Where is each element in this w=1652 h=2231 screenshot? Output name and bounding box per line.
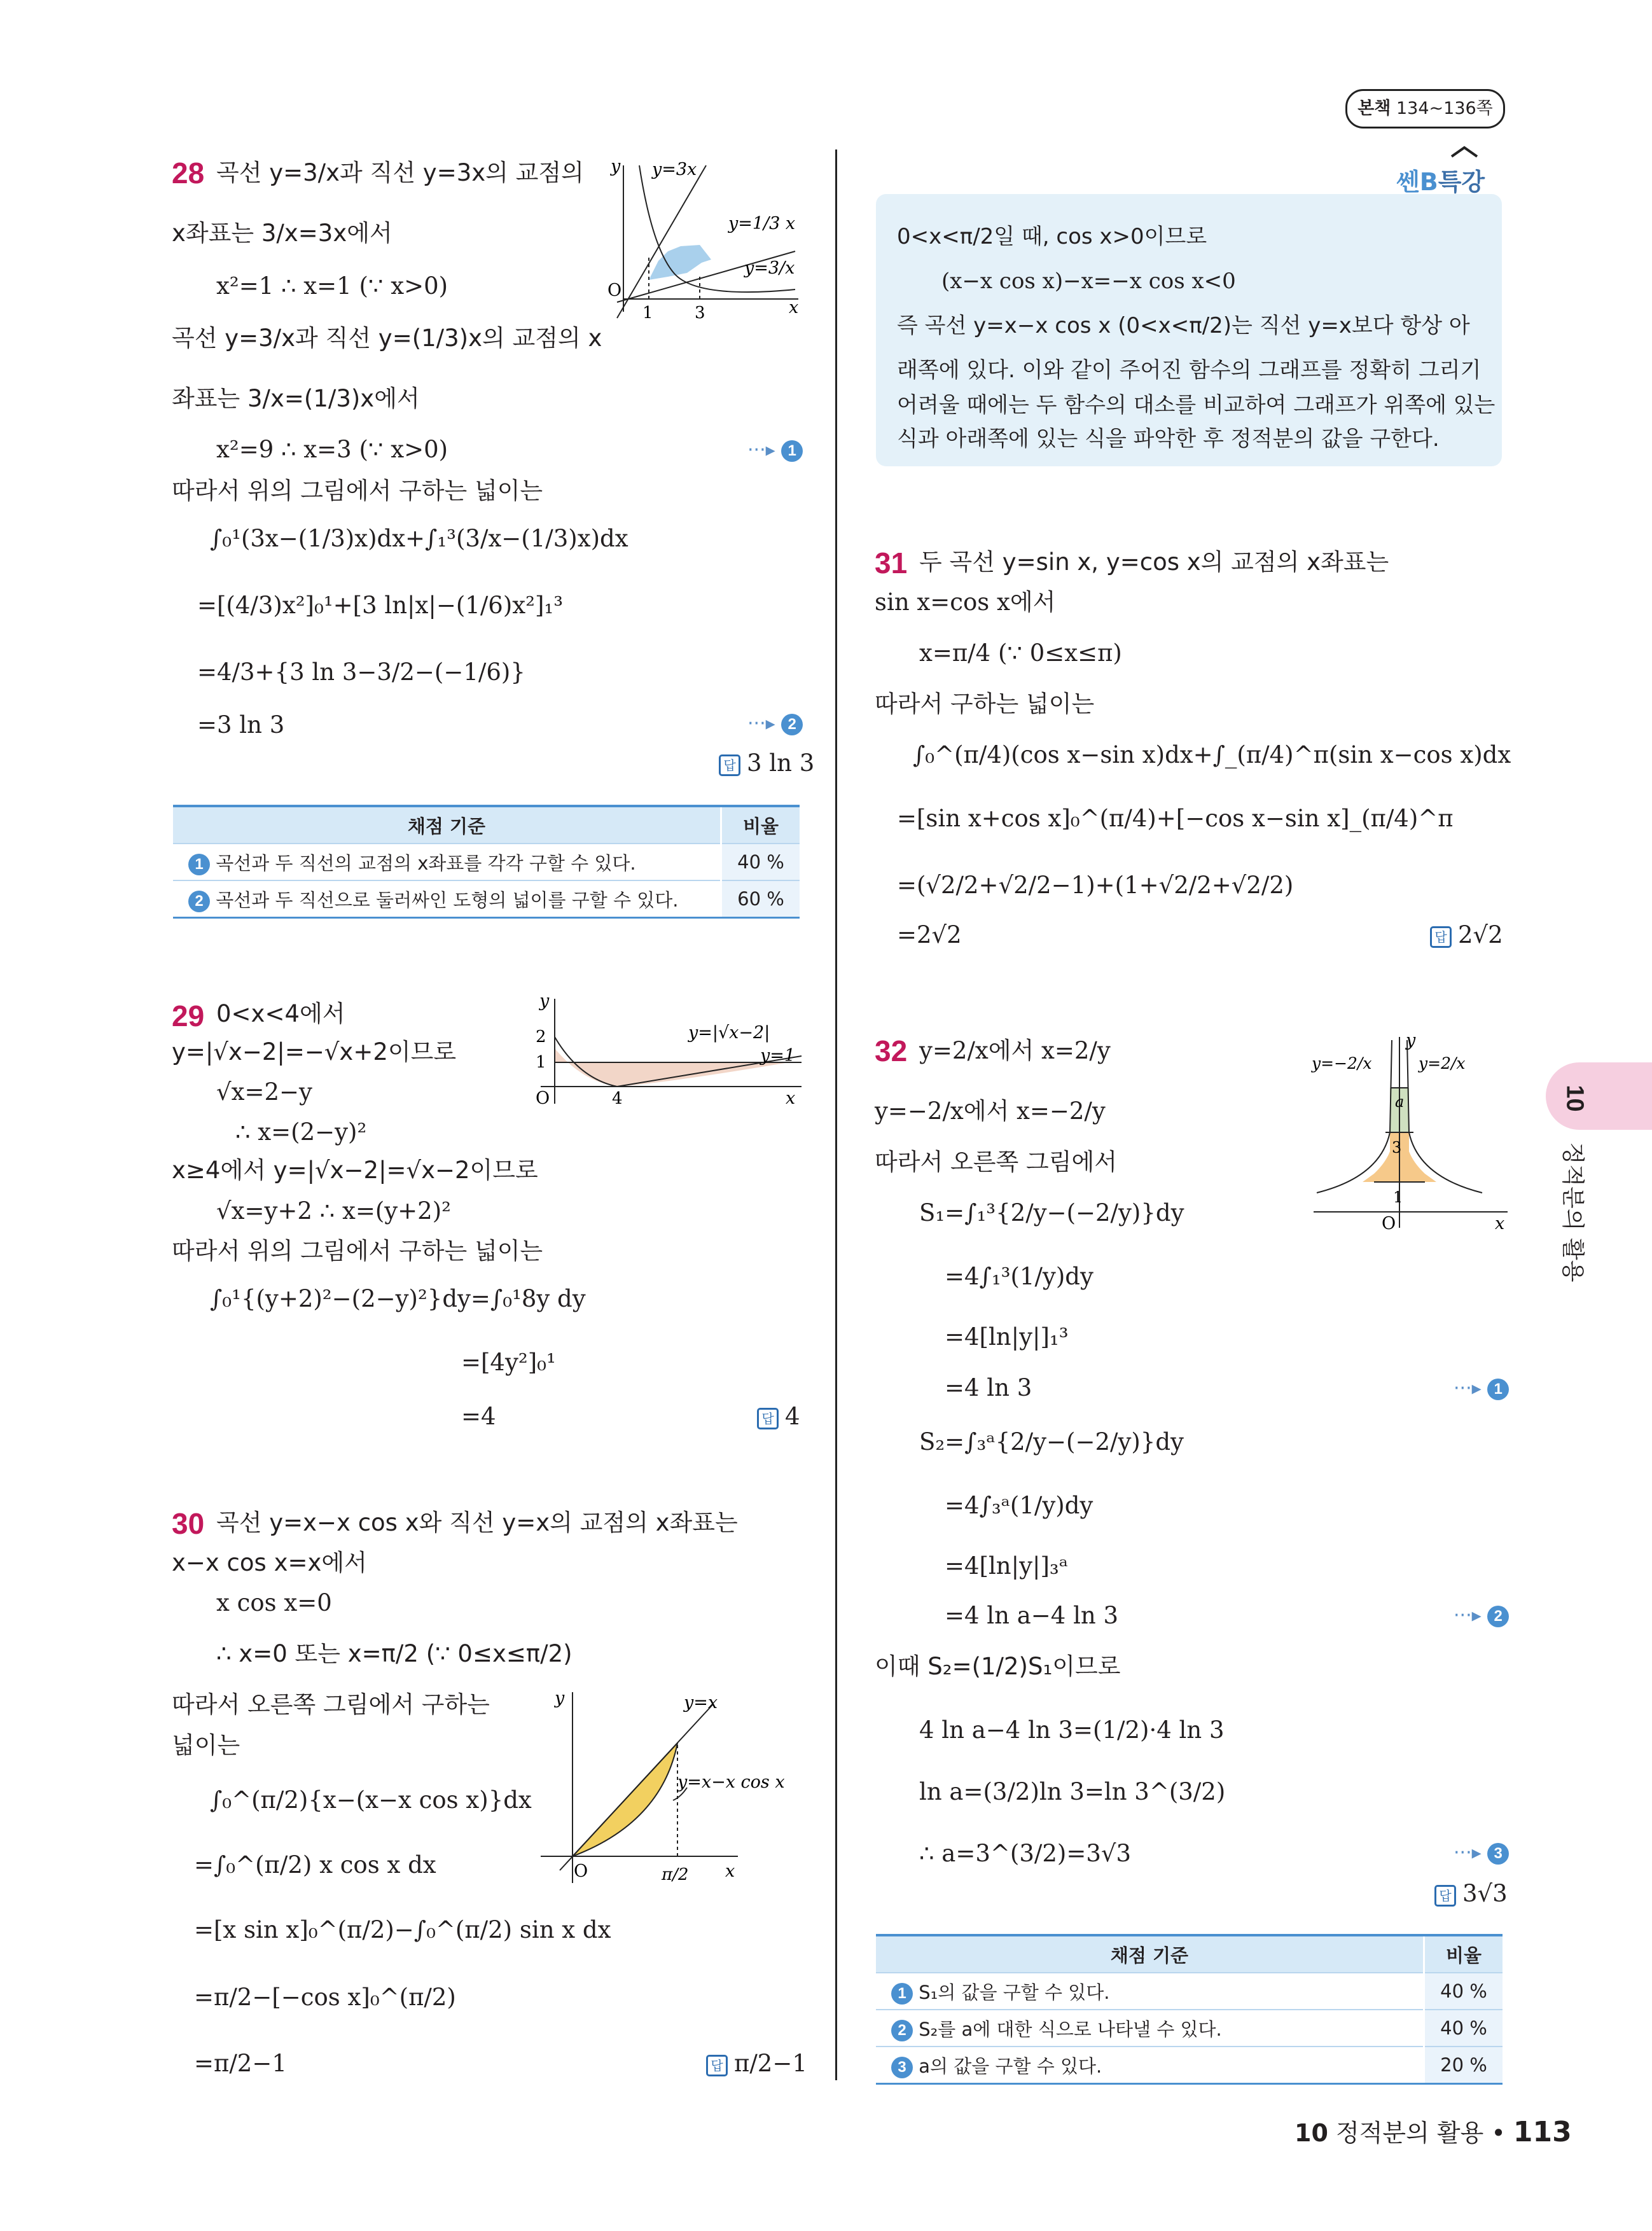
answer-icon: 답 <box>719 754 740 776</box>
p30-line: 따라서 오른쪽 그림에서 구하는 <box>172 1691 490 1718</box>
answer-32: 답 3√3 <box>1434 1880 1508 1907</box>
p30-line: =π/2−1 <box>194 2050 287 2077</box>
graph-30 <box>534 1686 808 1896</box>
p30-line: =[x sin x]₀^(π/2)−∫₀^(π/2) sin x dx <box>194 1916 611 1943</box>
page-range-badge <box>1345 89 1505 129</box>
p32-line: =4[ln|y|]₃ᵃ <box>945 1552 1069 1580</box>
step-3-icon: 3 <box>891 2057 913 2078</box>
tip-line: 식과 아래쪽에 있는 식을 파악한 후 정적분의 값을 구한다. <box>897 426 1440 452</box>
table-row: 1 곡선과 두 직선의 교점의 x좌표를 각각 구할 수 있다. 40 % <box>173 844 800 880</box>
step-1-icon: 1 <box>781 440 803 462</box>
step-marker-1: ···▸ 1 <box>1454 1377 1509 1400</box>
page-footer <box>1295 2113 1572 2148</box>
tip-line: 어려울 때에는 두 함수의 대소를 비교하여 그래프가 위쪽에 있는 <box>897 393 1496 418</box>
step-marker-2: ···▸ 2 <box>1454 1604 1509 1627</box>
book-label: 본책 <box>1357 99 1391 118</box>
step-2-icon: 2 <box>781 714 803 735</box>
label-yx: y=x <box>684 1693 718 1713</box>
p31-line: 두 곡선 y=sin x, y=cos x의 교점의 x좌표는 <box>919 548 1389 576</box>
p31-line: sin x=cos x에서 <box>875 588 1056 616</box>
p29-line: ∴ x=(2−y)² <box>235 1118 367 1146</box>
graph-32 <box>1310 1031 1514 1234</box>
problem-number-28: 28 <box>172 156 205 190</box>
p28-line: 좌표는 3/x=(1/3)x에서 <box>172 385 420 412</box>
table-header-ratio: 비율 <box>721 806 800 844</box>
p28-line: 곡선 y=3/x과 직선 y=(1/3)x의 교점의 x <box>172 324 602 352</box>
table-row: 3 a의 값을 구할 수 있다. 20 % <box>876 2047 1503 2084</box>
answer-icon: 답 <box>706 2055 728 2076</box>
p29-line: √x=2−y <box>216 1078 312 1106</box>
axis-y-label: y <box>555 1688 565 1708</box>
p29-line: y=|√x−2|=−√x+2이므로 <box>172 1038 457 1066</box>
answer-icon: 답 <box>1434 1885 1456 1907</box>
step-1-icon: 1 <box>891 1983 913 2005</box>
answer-29: 답 4 <box>757 1403 800 1430</box>
p31-line: 따라서 구하는 넓이는 <box>875 690 1095 718</box>
tip-title: 쎈B특강 <box>1396 168 1485 196</box>
p32-line: S₂=∫₃ᵃ{2/y−(−2/y)}dy <box>919 1428 1184 1456</box>
problem-number-31: 31 <box>875 546 908 580</box>
tip-line: 즉 곡선 y=x−x cos x (0<x<π/2)는 직선 y=x보다 항상 아 <box>897 313 1470 338</box>
line-y3x <box>617 165 706 318</box>
p29-line: =4 <box>461 1403 496 1430</box>
p30-line: =π/2−[−cos x]₀^(π/2) <box>194 1984 456 2011</box>
origin: O <box>536 1088 550 1107</box>
origin: O <box>574 1861 588 1881</box>
p28-line: x좌표는 3/x=3x에서 <box>172 219 392 247</box>
tick-1: 1 <box>536 1053 546 1072</box>
step-2-icon: 2 <box>891 2020 913 2041</box>
axis-x-label: x <box>786 1088 796 1107</box>
p29-line: 따라서 위의 그림에서 구하는 넓이는 <box>172 1237 543 1265</box>
label-y-3-over-x: y=3/x <box>744 258 795 278</box>
column-divider <box>835 149 837 2080</box>
p28-line: =4/3+{3 ln 3−3/2−(−1/6)} <box>197 658 525 686</box>
p28-line: x²=9 ∴ x=3 (∵ x>0) <box>216 436 448 463</box>
graph-29 <box>522 992 808 1107</box>
label-y3x: y=3x <box>652 160 697 179</box>
label-pos: y=2/x <box>1419 1054 1466 1073</box>
p32-line: y=−2/x에서 x=−2/y <box>875 1097 1106 1125</box>
tick-a: a <box>1395 1093 1405 1111</box>
step-1-icon: 1 <box>1487 1379 1509 1400</box>
tick-2: 2 <box>536 1027 546 1046</box>
p30-line: x−x cos x=x에서 <box>172 1549 367 1576</box>
p32-line: ln a=(3/2)ln 3=ln 3^(3/2) <box>919 1778 1226 1805</box>
tick-3: 3 <box>695 303 705 323</box>
p31-line: =[sin x+cos x]₀^(π/4)+[−cos x−sin x]_(π/4)^π <box>897 805 1454 832</box>
tick-1: 1 <box>1393 1188 1403 1206</box>
table-row: 1 S₁의 값을 구할 수 있다. 40 % <box>876 1973 1503 2010</box>
problem-number-30: 30 <box>172 1507 205 1540</box>
origin: O <box>1382 1214 1396 1234</box>
p28-line: =3 ln 3 <box>197 711 285 739</box>
table-header-ratio: 비율 <box>1424 1935 1503 1973</box>
axis-y-label: y <box>539 992 550 1011</box>
tick-4: 4 <box>612 1089 623 1107</box>
p30-line: ∴ x=0 또는 x=π/2 (∵ 0≤x≤π/2) <box>216 1640 573 1667</box>
side-chapter-number: 10 <box>1561 1085 1588 1112</box>
p32-line: 4 ln a−4 ln 3=(1/2)·4 ln 3 <box>919 1716 1225 1744</box>
footer-sep: • <box>1491 2119 1506 2147</box>
problem-number-32: 32 <box>875 1034 908 1067</box>
problem-number-29: 29 <box>172 999 205 1032</box>
table-header-criteria: 채점 기준 <box>173 806 721 844</box>
p29-line: x≥4에서 y=|√x−2|=√x−2이므로 <box>172 1157 538 1184</box>
p29-line: =[4y²]₀¹ <box>461 1349 556 1376</box>
p32-line: =4[ln|y|]₁³ <box>945 1323 1069 1351</box>
p31-line: x=π/4 (∵ 0≤x≤π) <box>919 639 1122 667</box>
p32-line: 이때 S₂=(1/2)S₁이므로 <box>875 1653 1121 1680</box>
grading-table-32 <box>876 1934 1503 2085</box>
page-range: 134~136쪽 <box>1396 99 1493 118</box>
p31-line: ∫₀^(π/4)(cos x−sin x)dx+∫_(π/4)^π(sin x−cos x)dx <box>913 741 1511 768</box>
tip-line: 래쪽에 있다. 이와 같이 주어진 함수의 그래프를 정확히 그리기 <box>897 358 1482 383</box>
label-curve: y=|√x−2| <box>688 1023 770 1043</box>
p32-line: ∴ a=3^(3/2)=3√3 <box>919 1840 1131 1867</box>
p28-line: =[(4/3)x²]₀¹+[3 ln|x|−(1/6)x²]₁³ <box>197 592 564 619</box>
tick-pi-half: π/2 <box>662 1865 689 1884</box>
axis-y-label: y <box>1406 1031 1416 1050</box>
answer-31: 답 2√2 <box>1430 921 1503 949</box>
p28-line: x²=1 ∴ x=1 (∵ x>0) <box>216 272 448 300</box>
answer-icon: 답 <box>1430 926 1452 948</box>
axis-y-label: y <box>611 156 621 176</box>
answer-30: 답 π/2−1 <box>706 2050 807 2077</box>
p30-line: x cos x=0 <box>216 1589 332 1616</box>
answer-28: 답 3 ln 3 <box>719 749 814 777</box>
tick-1: 1 <box>642 303 653 323</box>
p28-line: 곡선 y=3/x과 직선 y=3x의 교점의 <box>216 159 584 186</box>
origin: O <box>607 281 622 300</box>
p28-line: 따라서 위의 그림에서 구하는 넓이는 <box>172 477 543 504</box>
step-marker-3: ···▸ 3 <box>1454 1842 1509 1865</box>
grading-table-28 <box>173 805 800 919</box>
label-curve: y=x−x cos x <box>677 1772 785 1792</box>
label-y1: y=1 <box>760 1046 796 1066</box>
p30-line: 넓이는 <box>172 1732 240 1759</box>
step-2-icon: 2 <box>188 891 210 912</box>
tip-caret-icon <box>1449 145 1480 160</box>
p30-line: ∫₀^(π/2){x−(x−x cos x)}dx <box>210 1786 532 1814</box>
answer-icon: 답 <box>757 1408 779 1429</box>
axis-x-label: x <box>725 1861 735 1881</box>
p32-line: =4∫₃ᵃ(1/y)dy <box>945 1492 1093 1519</box>
p29-line: ∫₀¹{(y+2)²−(2−y)²}dy=∫₀¹8y dy <box>210 1285 586 1312</box>
step-3-icon: 3 <box>1487 1843 1509 1865</box>
step-marker-2: ···▸ 2 <box>747 712 803 735</box>
p30-line: =∫₀^(π/2) x cos x dx <box>194 1851 436 1879</box>
p32-line: S₁=∫₁³{2/y−(−2/y)}dy <box>919 1199 1184 1227</box>
p29-line: 0<x<4에서 <box>216 1000 345 1027</box>
table-header-criteria: 채점 기준 <box>876 1935 1424 1973</box>
graph-29-area <box>555 1048 789 1087</box>
graph-28 <box>604 153 808 337</box>
p31-line: =(√2/2+√2/2−1)+(1+√2/2+√2/2) <box>897 872 1294 899</box>
p28-line: ∫₀¹(3x−(1/3)x)dx+∫₁³(3/x−(1/3)x)dx <box>210 525 628 552</box>
step-2-icon: 2 <box>1487 1606 1509 1627</box>
axis-x-label: x <box>1495 1214 1505 1234</box>
table-row: 2 곡선과 두 직선으로 둘러싸인 도형의 넓이를 구할 수 있다. 60 % <box>173 880 800 918</box>
step-marker-1: ···▸ 1 <box>747 439 803 462</box>
p30-line: 곡선 y=x−x cos x와 직선 y=x의 교점의 x좌표는 <box>216 1509 738 1536</box>
p32-line: =4 ln 3 <box>945 1374 1032 1401</box>
label-y-third-x: y=1/3 x <box>728 214 796 233</box>
label-neg: y=−2/x <box>1312 1054 1372 1073</box>
p32-line: y=2/x에서 x=2/y <box>919 1037 1111 1064</box>
page-number: 113 <box>1513 2116 1572 2148</box>
footer-title: 정적분의 활용 <box>1335 2119 1484 2147</box>
p32-line: =4∫₁³(1/y)dy <box>945 1263 1093 1290</box>
tip-line: (x−x cos x)−x=−x cos x<0 <box>941 268 1236 294</box>
tick-3: 3 <box>1392 1139 1402 1157</box>
table-row: 2 S₂를 a에 대한 식으로 나타낼 수 있다. 40 % <box>876 2010 1503 2047</box>
tip-line: 0<x<π/2일 때, cos x>0이므로 <box>897 224 1207 249</box>
side-chapter-title: 정적분의 활용 <box>1559 1142 1586 1282</box>
axis-x-label: x <box>789 298 799 317</box>
footer-chapter: 10 <box>1295 2119 1328 2147</box>
p31-line: =2√2 <box>897 921 962 949</box>
p29-line: √x=y+2 ∴ x=(y+2)² <box>216 1197 451 1225</box>
p32-line: 따라서 오른쪽 그림에서 <box>875 1148 1117 1176</box>
step-1-icon: 1 <box>188 854 210 875</box>
p32-line: =4 ln a−4 ln 3 <box>945 1602 1119 1629</box>
